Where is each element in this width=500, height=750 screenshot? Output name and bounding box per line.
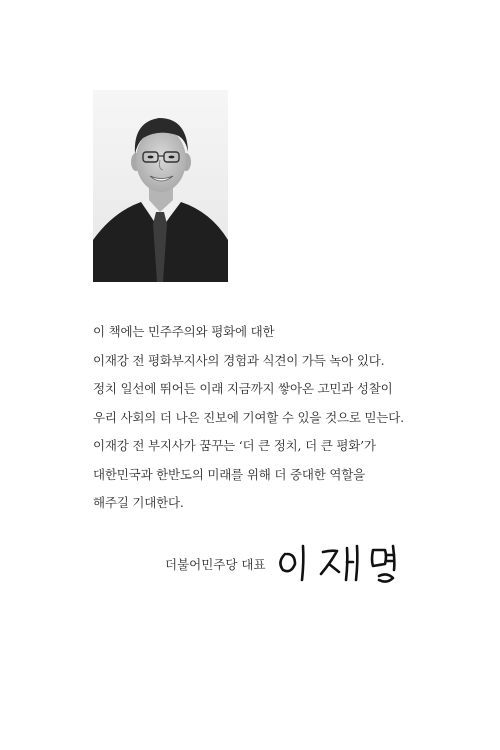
handwritten-signature: [273, 540, 423, 584]
text-line: 해주길 기대한다.: [93, 495, 184, 510]
text-line: 대한민국과 한반도의 미래를 위해 더 중대한 역할을: [93, 466, 366, 482]
text-line: 이재강 전 부지사가 꿈꾸는 ‘더 큰 정치, 더 큰 평화’가: [93, 438, 376, 453]
endorsement-text: [93, 318, 453, 518]
text-line: 이재강 전 평화부지사의 경험과 식견이 가득 녹아 있다.: [93, 352, 385, 368]
portrait-photo: [93, 90, 228, 282]
signature-block: [165, 540, 445, 590]
text-line: 우리 사회의 더 나은 진보에 기여할 수 있을 것으로 믿는다.: [93, 409, 404, 425]
text-line: 이 책에는 민주주의와 평화에 대한: [93, 324, 275, 339]
signature-title: 더불어민주당 대표: [165, 557, 266, 572]
text-line: 정치 일선에 뛰어든 이래 지금까지 쌓아온 고민과 성찰이: [93, 381, 393, 396]
portrait-icon: [93, 90, 228, 282]
